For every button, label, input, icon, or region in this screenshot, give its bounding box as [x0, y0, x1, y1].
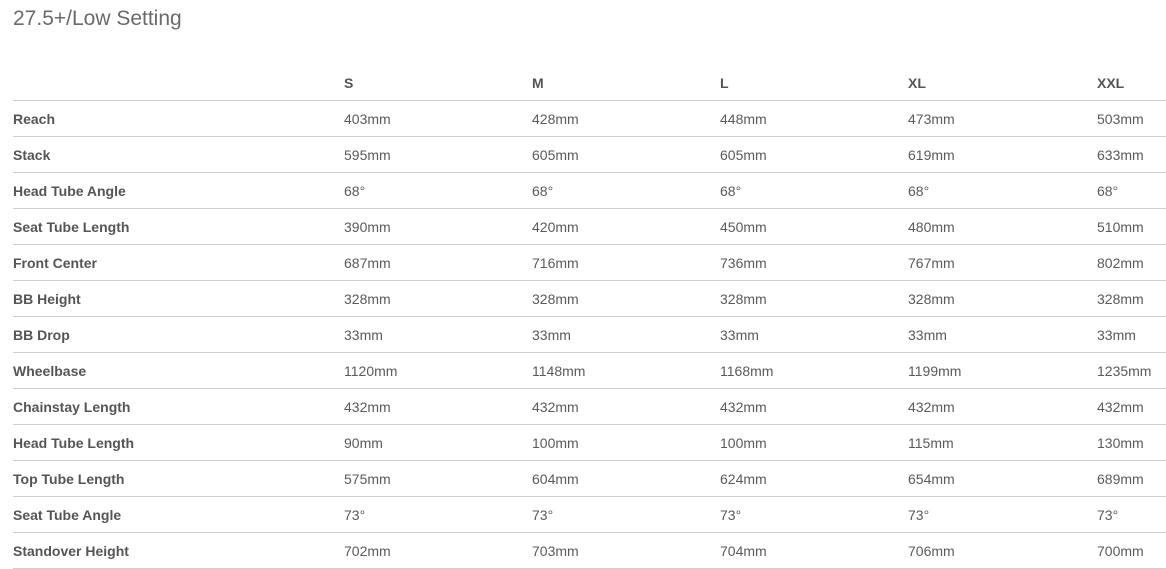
table-cell: 473mm — [908, 101, 1097, 137]
table-row — [13, 461, 1166, 497]
geometry-table — [13, 65, 1166, 569]
column-header-s: S — [344, 65, 532, 101]
table-cell: 115mm — [908, 425, 1097, 461]
table-cell: 619mm — [908, 137, 1097, 173]
table-row — [13, 245, 1166, 281]
table-row — [13, 137, 1166, 173]
table-cell: 100mm — [720, 425, 908, 461]
table-cell: 575mm — [344, 461, 532, 497]
page-title: 27.5+/Low Setting — [13, 7, 182, 30]
row-label: BB Height — [13, 281, 344, 317]
row-label: Wheelbase — [13, 353, 344, 389]
table-cell: 802mm — [1097, 245, 1166, 281]
table-row — [13, 101, 1166, 137]
table-cell: 33mm — [1097, 317, 1166, 353]
table-cell: 390mm — [344, 209, 532, 245]
table-cell: 1199mm — [908, 353, 1097, 389]
column-header-l: L — [720, 65, 908, 101]
table-cell: 73° — [344, 497, 532, 533]
table-cell: 702mm — [344, 533, 532, 569]
row-label: Reach — [13, 101, 344, 137]
table-cell: 100mm — [532, 425, 720, 461]
table-cell: 328mm — [1097, 281, 1166, 317]
table-cell: 704mm — [720, 533, 908, 569]
table-cell: 700mm — [1097, 533, 1166, 569]
table-row — [13, 353, 1166, 389]
table-cell: 33mm — [908, 317, 1097, 353]
table-cell: 736mm — [720, 245, 908, 281]
header-corner-cell — [13, 65, 344, 101]
row-label: Head Tube Angle — [13, 173, 344, 209]
table-cell: 1120mm — [344, 353, 532, 389]
table-row — [13, 425, 1166, 461]
table-cell: 448mm — [720, 101, 908, 137]
table-cell: 73° — [720, 497, 908, 533]
table-header-row — [13, 65, 1166, 101]
row-label: Front Center — [13, 245, 344, 281]
table-cell: 73° — [532, 497, 720, 533]
table-cell: 68° — [344, 173, 532, 209]
table-cell: 328mm — [908, 281, 1097, 317]
row-label: Stack — [13, 137, 344, 173]
table-row — [13, 389, 1166, 425]
table-cell: 687mm — [344, 245, 532, 281]
table-cell: 33mm — [720, 317, 908, 353]
table-cell: 633mm — [1097, 137, 1166, 173]
table-cell: 767mm — [908, 245, 1097, 281]
row-label: Seat Tube Length — [13, 209, 344, 245]
table-row — [13, 317, 1166, 353]
table-cell: 654mm — [908, 461, 1097, 497]
row-label: BB Drop — [13, 317, 344, 353]
table-cell: 432mm — [1097, 389, 1166, 425]
table-cell: 420mm — [532, 209, 720, 245]
column-header-xl: XL — [908, 65, 1097, 101]
table-cell: 68° — [908, 173, 1097, 209]
table-cell: 450mm — [720, 209, 908, 245]
table-cell: 595mm — [344, 137, 532, 173]
table-cell: 689mm — [1097, 461, 1166, 497]
table-cell: 480mm — [908, 209, 1097, 245]
column-header-xxl: XXL — [1097, 65, 1166, 101]
table-cell: 73° — [1097, 497, 1166, 533]
table-row — [13, 533, 1166, 569]
table-cell: 1168mm — [720, 353, 908, 389]
table-cell: 703mm — [532, 533, 720, 569]
table-row — [13, 209, 1166, 245]
table-cell: 328mm — [344, 281, 532, 317]
column-header-m: M — [532, 65, 720, 101]
row-label: Standover Height — [13, 533, 344, 569]
table-cell: 604mm — [532, 461, 720, 497]
table-cell: 624mm — [720, 461, 908, 497]
table-row — [13, 497, 1166, 533]
table-cell: 605mm — [720, 137, 908, 173]
table-cell: 68° — [720, 173, 908, 209]
table-cell: 510mm — [1097, 209, 1166, 245]
table-cell: 403mm — [344, 101, 532, 137]
table-cell: 33mm — [344, 317, 532, 353]
table-cell: 605mm — [532, 137, 720, 173]
table-cell: 73° — [908, 497, 1097, 533]
table-row — [13, 281, 1166, 317]
table-cell: 432mm — [532, 389, 720, 425]
table-cell: 716mm — [532, 245, 720, 281]
table-cell: 706mm — [908, 533, 1097, 569]
table-cell: 432mm — [344, 389, 532, 425]
table-cell: 33mm — [532, 317, 720, 353]
row-label: Chainstay Length — [13, 389, 344, 425]
table-row — [13, 173, 1166, 209]
row-label: Top Tube Length — [13, 461, 344, 497]
table-cell: 328mm — [720, 281, 908, 317]
table-cell: 130mm — [1097, 425, 1166, 461]
row-label: Head Tube Length — [13, 425, 344, 461]
table-cell: 68° — [1097, 173, 1166, 209]
table-cell: 503mm — [1097, 101, 1166, 137]
table-cell: 432mm — [908, 389, 1097, 425]
table-cell: 328mm — [532, 281, 720, 317]
table-cell: 90mm — [344, 425, 532, 461]
table-cell: 1148mm — [532, 353, 720, 389]
table-cell: 68° — [532, 173, 720, 209]
table-cell: 1235mm — [1097, 353, 1166, 389]
table-body — [13, 101, 1166, 569]
table-cell: 428mm — [532, 101, 720, 137]
table-cell: 432mm — [720, 389, 908, 425]
row-label: Seat Tube Angle — [13, 497, 344, 533]
